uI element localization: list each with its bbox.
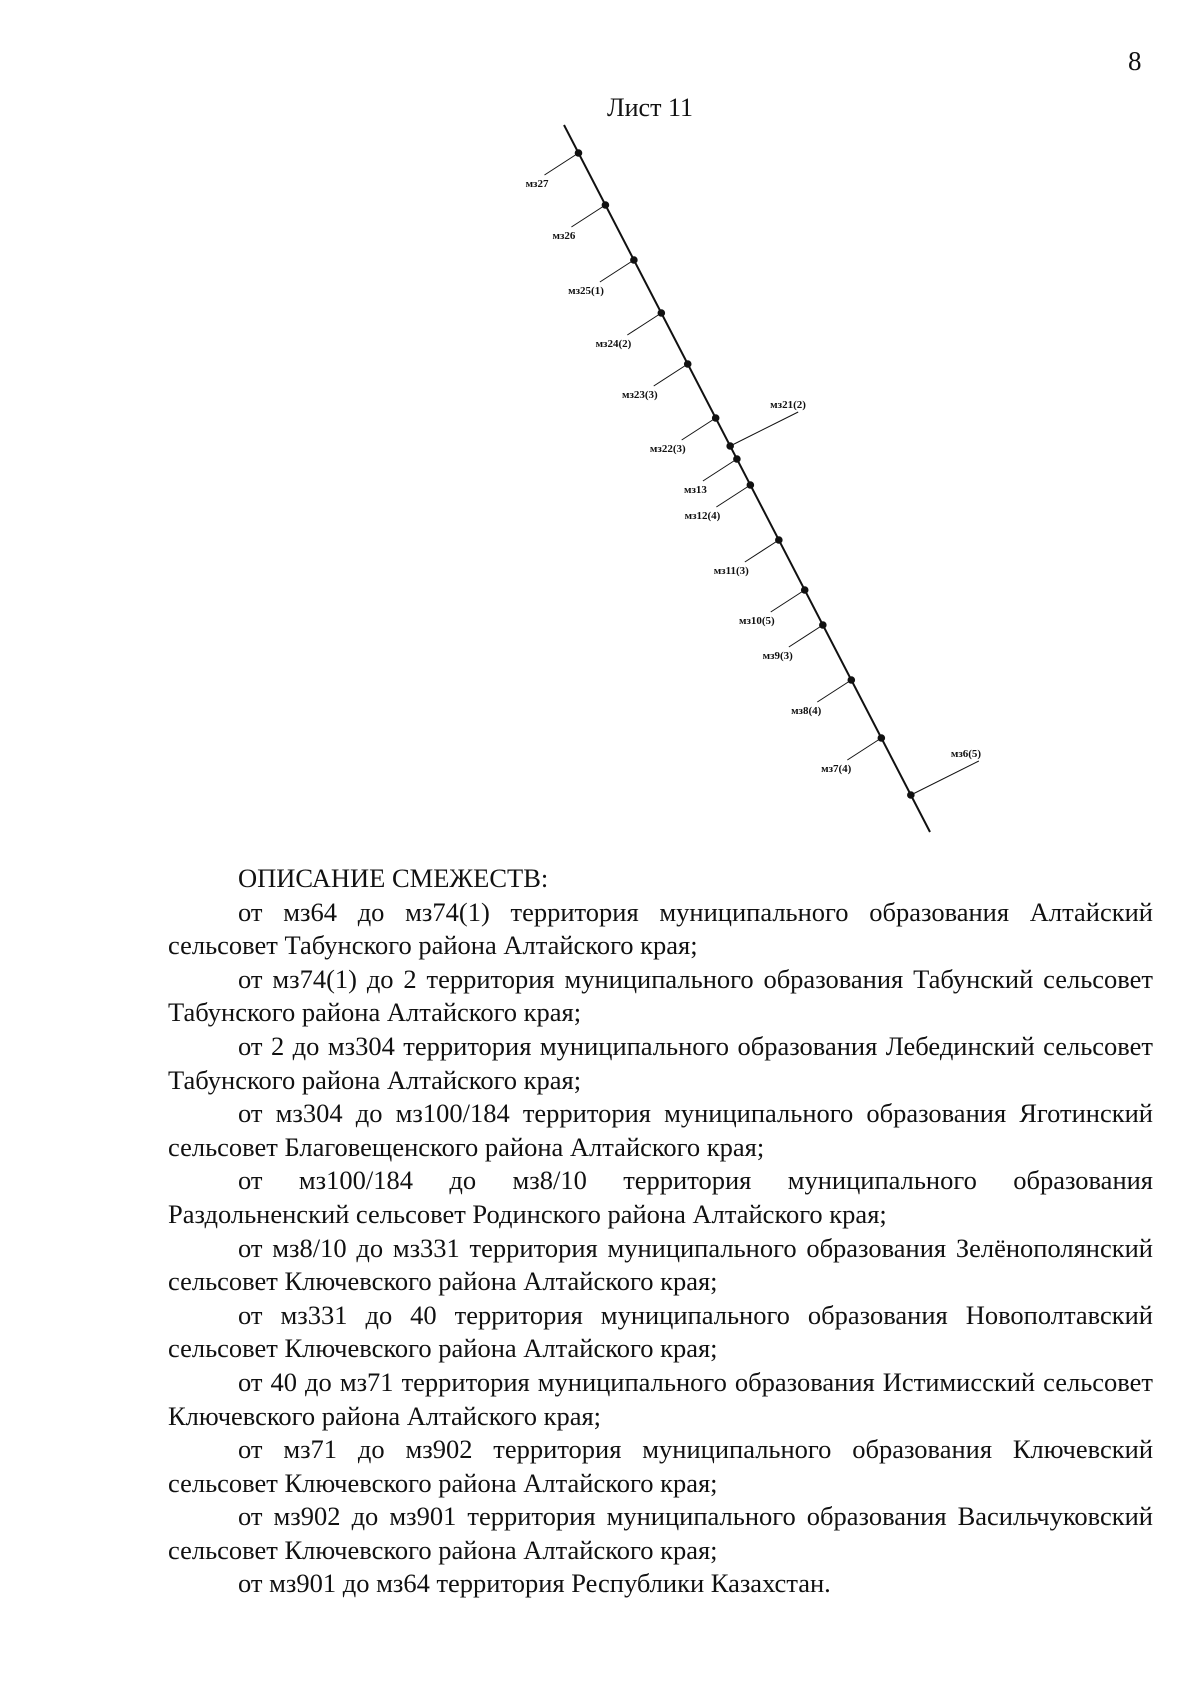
point-label: мз9(3) (762, 650, 793, 662)
point-label: мз12(4) (684, 510, 721, 522)
point-leader-line (571, 205, 605, 227)
point-leader-line (911, 761, 979, 795)
adjacency-paragraph (168, 1433, 1153, 1500)
adjacency-text: от мз64 до мз74(1) территория муниципального образования Алтайский сельсовет Табунского района Алтайского края; (168, 896, 1153, 961)
adjacency-text: от 2 до мз304 территория муниципального образования Лебединский сельсовет Табунского района Алтайского края; (168, 1030, 1153, 1095)
adjacency-text: от 40 до мз71 территория муниципального образования Истимисский сельсовет Ключевского района Алтайского края; (168, 1366, 1153, 1431)
adjacency-text: от мз901 до мз64 территория Республики Казахстан. (238, 1568, 831, 1599)
point-label: мз11(3) (713, 565, 749, 577)
sheet-title: Лист 11 (607, 93, 693, 122)
adjacency-paragraph (168, 1299, 1153, 1366)
point-label: мз24(2) (595, 338, 632, 350)
adjacency-text: от мз71 до мз902 территория муниципального образования Ключевский сельсовет Ключевского района Алтайского края; (168, 1434, 1153, 1498)
point-leader-line (771, 590, 805, 612)
adjacency-paragraph (168, 1567, 1153, 1601)
boundary-line (564, 125, 930, 832)
point-leader-line (730, 412, 798, 446)
adjacency-text: от мз8/10 до мз331 территория муниципального образования Зелёнополянский сельсовет Ключевского района Алтайского края; (168, 1232, 1153, 1297)
adjacency-paragraph (168, 896, 1153, 963)
adjacency-description (168, 862, 1153, 1601)
adjacency-text: от мз331 до 40 территория муниципального образования Новополтавский сельсовет Ключевского района Алтайского края; (168, 1299, 1153, 1364)
point-leader-line (627, 313, 661, 335)
adjacency-paragraph (168, 1030, 1153, 1097)
adjacency-text: от мз902 до мз901 территория муниципального образования Васильчуковский сельсовет Ключевского района Алтайского края; (168, 1501, 1153, 1565)
point-leader-line (745, 540, 779, 562)
point-leader-line (847, 738, 881, 760)
adjacency-paragraph (168, 1500, 1153, 1567)
adjacency-text: от мз304 до мз100/184 территория муниципального образования Яготинский сельсовет Благовещенского района Алтайского края; (168, 1098, 1153, 1162)
point-leader-line (789, 625, 823, 647)
page-number: 8 (1128, 46, 1142, 76)
point-label: мз27 (525, 178, 549, 190)
description-heading: ОПИСАНИЕ СМЕЖЕСТВ: (238, 863, 549, 893)
point-label: мз26 (552, 230, 576, 242)
point-leader-line (654, 364, 688, 386)
point-label: мз8(4) (791, 705, 822, 717)
point-label: мз10(5) (738, 615, 775, 627)
point-label: мз22(3) (649, 443, 686, 455)
point-label: мз6(5) (950, 748, 982, 760)
point-leader-line (703, 459, 737, 481)
point-label: мз25(1) (568, 285, 604, 297)
point-leader-line (682, 418, 716, 440)
point-label: мз21(2) (770, 399, 806, 411)
point-leader-line (600, 260, 634, 282)
adjacency-paragraph (168, 1164, 1153, 1231)
point-label: мз23(3) (621, 389, 658, 401)
adjacency-paragraph (168, 1366, 1153, 1433)
adjacency-text: от мз74(1) до 2 территория муниципального образования Табунский сельсовет Табунского района Алтайского края; (168, 963, 1153, 1028)
adjacency-paragraph (168, 1232, 1153, 1299)
adjacency-text: от мз100/184 до мз8/10 территория муниципального образования Раздольненский сельсовет Родинского района Алтайского края; (168, 1165, 1153, 1229)
point-label: мз13 (683, 484, 707, 496)
point-leader-line (544, 153, 578, 175)
point-leader-line (817, 680, 851, 702)
adjacency-paragraph (168, 1097, 1153, 1164)
point-label: мз7(4) (821, 763, 852, 775)
point-leader-line (716, 485, 750, 507)
adjacency-paragraph (168, 963, 1153, 1030)
